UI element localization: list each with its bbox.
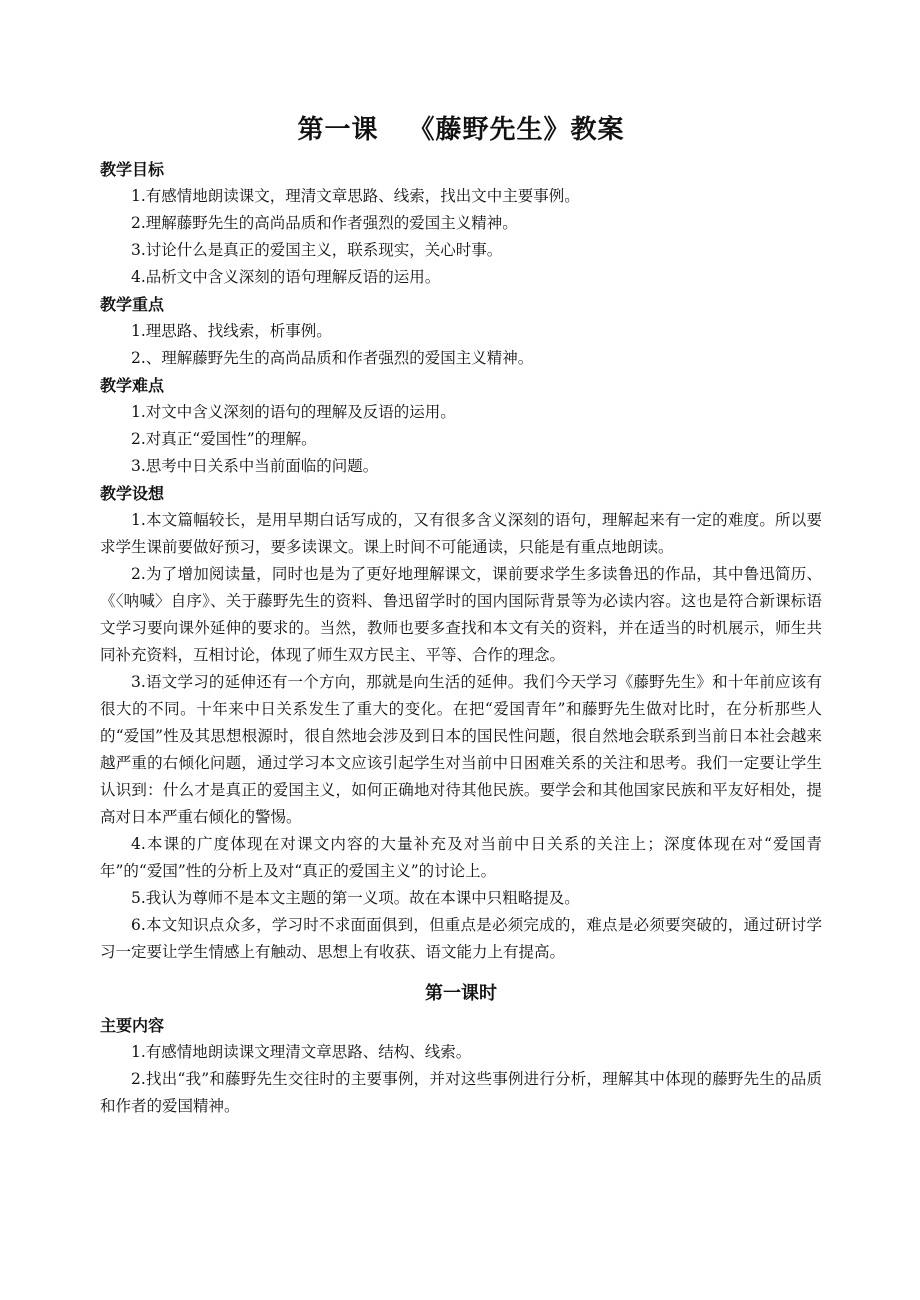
list-item: 4.品析文中含义深刻的语句理解反语的运用。 (131, 268, 441, 286)
page-title (100, 110, 822, 150)
paragraph: 3.语文学习的延伸还有一个方向，那就是向生活的延伸。我们今天学习《藤野先生》和十年前应该有很大的不同。十年来中日关系发生了重大的变化。在把“爱国青年”和藤野先生做对比时，在分析那些人的“爱国”性及其思想根源时，很自然地会涉及到日本的国民性问题，很自然地会联系到当前日本社会越来越严重的右倾化问题，通过学习本文应该引起学生对当前中日困难关系的关注和思考。我们一定要让学生认识到：什么才是真正的爱国主义，如何正确地对待其他民族。要学会和其他国家民族和平友好相处，提高对日本严重右倾化的警惕。 (100, 673, 822, 826)
section-goals (100, 156, 822, 291)
list-item: 3.讨论什么是真正的爱国主义，联系现实，关心时事。 (131, 241, 503, 259)
document-page (100, 110, 822, 1120)
list-item: 3.思考中日关系中当前面临的问题。 (131, 457, 379, 475)
list-item: 2.理解藤野先生的高尚品质和作者强烈的爱国主义精神。 (131, 214, 518, 232)
section-heading: 主要内容 (100, 1016, 165, 1035)
section-heading: 教学重点 (100, 295, 165, 314)
list-item: 2.找出“我”和藤野先生交往时的主要事例，并对这些事例进行分析，理解其中体现的藤野先生的品质和作者的爱国精神。 (100, 1070, 822, 1115)
section-heading: 教学难点 (100, 376, 165, 395)
section-difficulties (100, 372, 822, 480)
section-main-content (100, 1012, 822, 1120)
list-item: 2.对真正“爱国性”的理解。 (131, 430, 317, 448)
section-heading: 教学设想 (100, 484, 165, 503)
section-key-points (100, 291, 822, 372)
paragraph: 5.我认为尊师不是本文主题的第一义项。故在本课中只粗略提及。 (131, 889, 580, 907)
list-item: 1.对文中含义深刻的语句的理解及反语的运用。 (131, 403, 456, 421)
paragraph: 2.为了增加阅读量，同时也是为了更好地理解课文，课前要求学生多读鲁迅的作品，其中鲁迅简历、《〈呐喊〉自序》、关于藤野先生的资料、鲁迅留学时的国内国际背景等为必读内容。这也是符合新课标语文学习要向课外延伸的要求的。当然，教师也要多查找和本文有关的资料，并在适当的时机展示，师生共同补充资料，互相讨论，体现了师生双方民主、平等、合作的理念。 (100, 565, 822, 664)
paragraph: 6.本文知识点众多，学习时不求面面俱到，但重点是必须完成的，难点是必须要突破的，通过研讨学习一定要让学生情感上有触动、思想上有收获、语文能力上有提高。 (100, 916, 822, 961)
lesson-subtitle: 第一课时 (425, 983, 497, 1004)
list-item: 1.有感情地朗读课文，理清文章思路、线索，找出文中主要事例。 (131, 187, 580, 205)
paragraph: 4.本课的广度体现在对课文内容的大量补充及对当前中日关系的关注上；深度体现在对“爱国青年”的“爱国”性的分析上及对“真正的爱国主义”的讨论上。 (100, 835, 822, 880)
title-lesson-number: 第一课 (297, 115, 379, 145)
title-lesson-name: 《藤野先生》教案 (408, 115, 625, 145)
section-design (100, 480, 822, 966)
paragraph: 1.本文篇幅较长，是用早期白话写成的，又有很多含义深刻的语句，理解起来有一定的难度。所以要求学生课前要做好预习，要多读课文。课上时间不可能通读，只能是有重点地朗读。 (100, 511, 822, 556)
list-item: 2.、理解藤野先生的高尚品质和作者强烈的爱国主义精神。 (131, 349, 534, 367)
section-heading: 教学目标 (100, 160, 165, 179)
list-item: 1.有感情地朗读课文理清文章思路、结构、线索。 (131, 1043, 472, 1061)
list-item: 1.理思路、找线索，析事例。 (131, 322, 332, 340)
